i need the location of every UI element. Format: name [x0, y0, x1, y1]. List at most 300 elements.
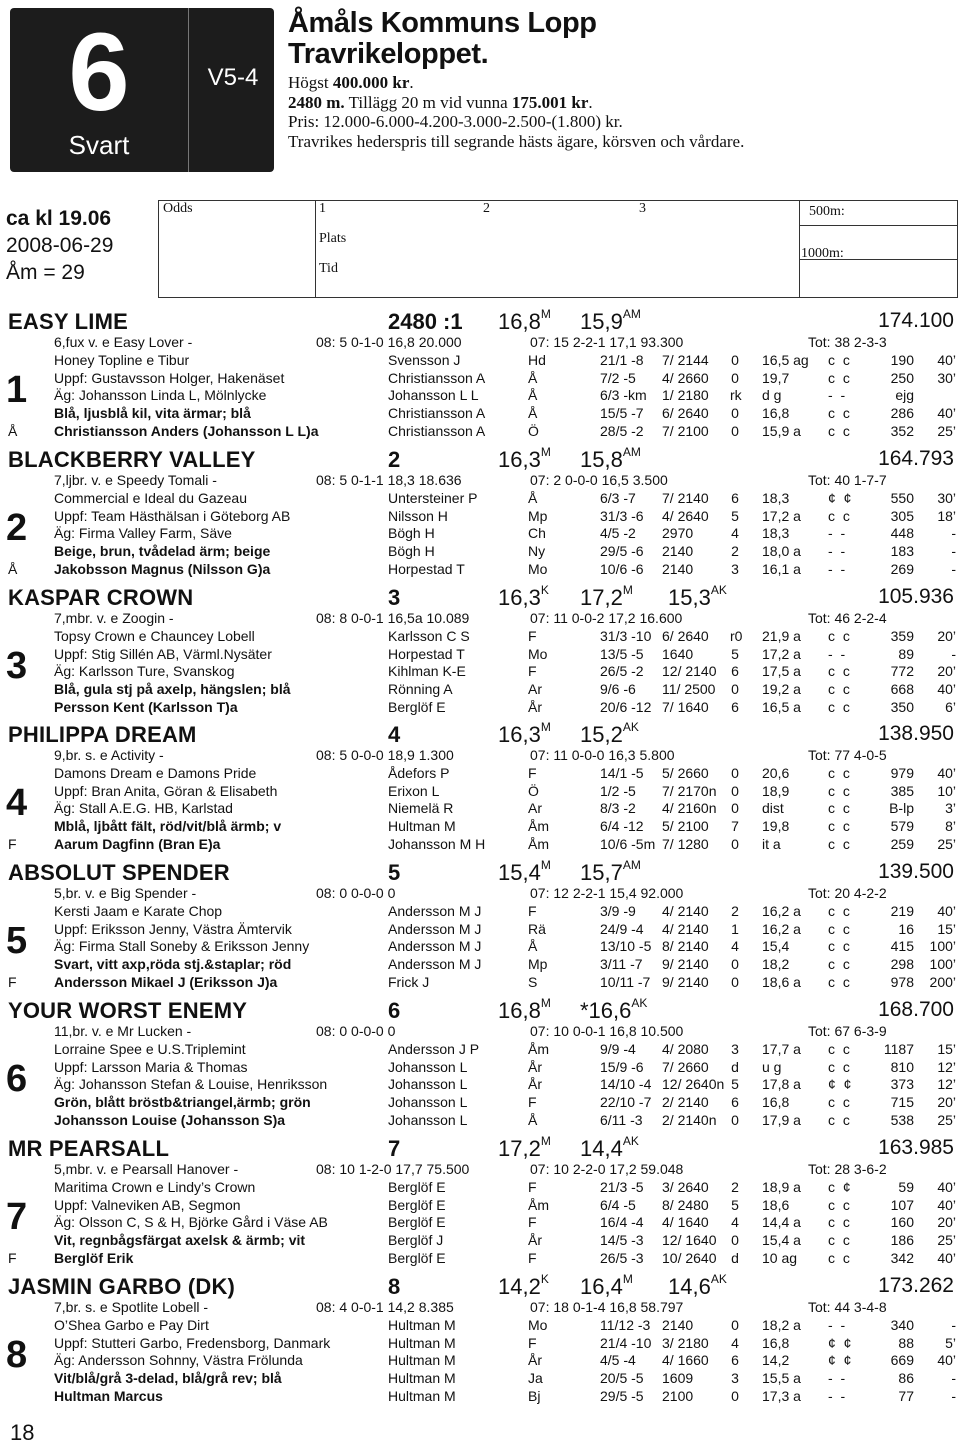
record-2008: 08: 4 0-0-1 14,2 8.385	[316, 1299, 454, 1315]
prize: 15’	[937, 1040, 956, 1057]
horse-description: 7,ljbr. v. e Speedy Tomali -	[54, 472, 217, 488]
date-race: 29/5 -5	[600, 1388, 644, 1404]
grid-line	[315, 201, 316, 297]
placing: 3	[731, 561, 739, 577]
prize: 100’	[929, 938, 956, 955]
odds: 1187	[883, 1040, 914, 1057]
odds: 77	[898, 1388, 914, 1404]
record-2008: 08: 5 0-1-0 16,8 20.000	[316, 334, 462, 350]
post-distance: 2/ 2140n	[662, 1112, 717, 1128]
driver: Ådefors P	[388, 764, 450, 781]
horse-record: $16,8^M$	[498, 307, 551, 334]
placing: 0	[731, 1316, 739, 1333]
prize: 20’	[937, 627, 956, 644]
post-distance: 7/ 2170n	[662, 782, 717, 799]
driver: Andersson M J	[388, 902, 482, 919]
date-race: 10/11 -7	[600, 974, 651, 990]
km-time: 17,8 a	[762, 1076, 801, 1093]
start-row	[54, 646, 954, 663]
horse-detail: Äg: Johansson Linda L, Mölnlycke	[54, 387, 267, 404]
date-race: 3/11 -7	[600, 956, 643, 973]
odds: 89	[898, 645, 914, 662]
horse-description: 11,br. v. e Mr Lucken -	[54, 1023, 192, 1039]
placing: 0	[731, 369, 739, 386]
track: Åm	[528, 818, 549, 835]
km-time: 14,2	[762, 1352, 790, 1369]
post-distance: 4/ 2160n	[662, 800, 717, 817]
horse-record-suffix: M	[622, 583, 633, 597]
shoes: ¢ ¢	[828, 489, 854, 506]
shoes: c c	[828, 1112, 852, 1128]
shoe-code: F	[8, 974, 17, 990]
horse-detail: Kersti Jaam e Karate Chop	[54, 902, 223, 919]
date-race: 29/5 -6	[600, 543, 644, 560]
driver: Erixon L	[388, 782, 440, 799]
horse-distance: 7	[388, 1136, 401, 1161]
horse-detail: O’Shea Garbo e Pay Dirt	[54, 1316, 209, 1333]
placing: 0	[731, 974, 739, 990]
record-2008: 08: 10 1-2-0 17,7 75.500	[316, 1161, 470, 1177]
horse-record-suffix: AK	[631, 996, 648, 1010]
horse-record: $16,4^M$	[580, 1272, 633, 1299]
grid-line	[799, 225, 957, 226]
post-distance: 4/ 2660	[662, 369, 709, 386]
driver: Berglöf E	[388, 1178, 446, 1195]
horse-record: $16,3^K$	[498, 583, 549, 610]
driver: Christiansson A	[388, 369, 486, 386]
record-total: Tot: 28 3-6-2	[808, 1161, 887, 1177]
km-time: 17,2 a	[762, 507, 801, 524]
odds: 342	[890, 1250, 914, 1266]
start-row	[54, 525, 954, 542]
date-race: 3/9 -9	[600, 902, 636, 919]
track: Å	[528, 387, 538, 404]
horse-detail: Aarum Dagfinn (Bran E)a	[54, 836, 221, 852]
race-title	[288, 8, 597, 70]
horse-record: $16,3^M$	[498, 445, 551, 472]
horse-entry	[0, 1136, 960, 1274]
placing: 6	[731, 699, 739, 715]
horse-summary-row	[54, 1023, 954, 1040]
start-time: ca kl 19.06	[6, 207, 112, 230]
horse-summary-row	[54, 747, 954, 764]
km-time: 16,2 a	[762, 920, 801, 937]
horse-summary-row	[54, 885, 954, 902]
horse-record: $14,2^K$	[498, 1272, 549, 1299]
post-distance: 2100	[662, 1388, 694, 1404]
start-row	[54, 423, 954, 440]
start-row	[54, 1041, 954, 1058]
horse-detail: Äg: Johansson Stefan & Louise, Henriksson	[54, 1076, 328, 1093]
horse-name: EASY LIME	[8, 309, 128, 334]
record-2007: 07: 10 0-0-1 16,8 10.500	[530, 1023, 684, 1039]
horse-record-suffix: M	[540, 996, 551, 1010]
horse-record: $15,9^{AM}$	[580, 307, 641, 334]
km-time: 18,0 a	[762, 543, 801, 560]
horse-detail: Vit, regnbågsfärgat axelsk & ärmb; vit	[54, 1232, 306, 1249]
post-distance: 3/ 2180	[662, 1334, 709, 1351]
km-time: 17,7 a	[762, 1040, 801, 1057]
race-info-line: Pris: 12.000-6.000-4.200-3.000-2.500-(1.800) kr.	[288, 112, 623, 131]
horse-record-suffix: K	[540, 1272, 549, 1286]
date-race: 9/6 -6	[600, 681, 636, 698]
driver: Karlsson C S	[388, 627, 470, 644]
placing: 1	[731, 920, 739, 937]
record-total: Tot: 44 3-4-8	[808, 1299, 887, 1315]
shoes: ¢ ¢	[828, 1334, 854, 1351]
driver: Christiansson A	[388, 423, 486, 439]
prize: 100’	[929, 956, 956, 973]
horse-earnings: 174.100	[878, 309, 954, 332]
track: Å	[528, 938, 538, 955]
horse-record: $15,7^{AM}$	[580, 858, 641, 885]
track: Ö	[528, 782, 539, 799]
race-info-line: Travrikes hederspris till segrande hästs ägare, körsven och vårdare.	[288, 131, 745, 151]
track: F	[528, 764, 537, 781]
shoes: c ¢	[828, 1178, 853, 1195]
driver: Berglöf E	[388, 699, 446, 715]
record-2008: 08: 8 0-0-1 16,5a 10.089	[316, 610, 470, 626]
horse-earnings: 168.700	[878, 998, 954, 1021]
driver: Christiansson A	[388, 405, 486, 422]
shoes: c c	[828, 627, 852, 644]
track: Mp	[528, 507, 548, 524]
odds: 550	[890, 489, 914, 506]
horse-detail: Johansson Louise (Johansson S)a	[54, 1112, 286, 1128]
odds: 250	[890, 369, 914, 386]
placing: 3	[731, 1040, 739, 1057]
shoes: c c	[828, 836, 852, 852]
horse-record-suffix: AK	[622, 720, 639, 734]
start-row	[54, 628, 954, 645]
start-row	[54, 1179, 954, 1196]
record-total: Tot: 20 4-2-2	[808, 885, 887, 901]
start-number: 6	[6, 1058, 28, 1100]
placing: 0	[731, 764, 739, 781]
horse-summary-row	[54, 1161, 954, 1178]
odds: 979	[890, 764, 914, 781]
placing: 0	[731, 1112, 739, 1128]
horse-distance: 3	[388, 585, 401, 610]
race-info	[288, 73, 744, 151]
prize: 40’	[937, 764, 956, 781]
prize: 25’	[937, 1112, 956, 1128]
placing: 2	[731, 1178, 739, 1195]
horse-record: $16,8^M$	[498, 996, 551, 1023]
km-time: 19,8	[762, 818, 790, 835]
shoes: - -	[828, 1370, 848, 1387]
grid-place-label: Plats	[319, 231, 347, 246]
km-time: 18,3	[762, 525, 790, 542]
date-race: 21/3 -5	[600, 1178, 644, 1195]
driver: Bögh H	[388, 543, 435, 560]
horse-detail: Beige, brun, tvådelad ärm; beige	[54, 543, 271, 560]
start-row	[54, 561, 954, 578]
km-time: 18,9	[762, 782, 790, 799]
start-row	[54, 663, 954, 680]
start-row	[54, 1250, 954, 1267]
prize: 5’	[945, 1334, 956, 1351]
start-row	[54, 1370, 954, 1387]
shoes: - -	[828, 561, 848, 577]
shoes: c c	[828, 423, 852, 439]
odds: 579	[890, 818, 914, 835]
post-distance: 2140	[662, 543, 694, 560]
placing: 0	[731, 800, 739, 817]
horse-description: 5,mbr. v. e Pearsall Hanover -	[54, 1161, 239, 1177]
driver: Hultman M	[388, 1334, 456, 1351]
horse-record-suffix: AM	[622, 858, 641, 872]
horse-detail: Blå, gula stj på axelp, hängslen; blå	[54, 681, 291, 698]
km-time: 19,7	[762, 369, 790, 386]
horse-description: 7,br. s. e Spotlite Lobell -	[54, 1299, 209, 1315]
post-distance: 12/ 1640	[662, 1232, 717, 1249]
horse-description: 5,br. v. e Big Spender -	[54, 885, 197, 901]
grid-1000m-label: 1000m:	[801, 246, 844, 261]
start-row	[54, 490, 954, 507]
track: Åm	[528, 1040, 549, 1057]
horse-record-suffix: AK	[710, 583, 727, 597]
horse-detail: Svart, vitt axp,röda stj.&staplar; röd	[54, 956, 292, 973]
track: Å	[528, 489, 538, 506]
prize: 40’	[937, 902, 956, 919]
post-distance: 8/ 2480	[662, 1196, 709, 1213]
post-distance: 1609	[662, 1370, 694, 1387]
odds: 183	[890, 543, 914, 560]
horse-earnings: 105.936	[878, 585, 954, 608]
prize: 25’	[937, 836, 956, 852]
odds: 305	[890, 507, 914, 524]
driver: Johansson L	[388, 1094, 468, 1111]
horse-distance: 2	[388, 447, 401, 472]
horse-detail: Hultman Marcus	[54, 1388, 163, 1404]
placing: d	[731, 1250, 739, 1266]
odds: 107	[890, 1196, 914, 1213]
date-race: 1/2 -5	[600, 782, 636, 799]
odds: 668	[890, 681, 914, 698]
prize: 40’	[937, 1250, 956, 1266]
date-race: 10/6 -6	[600, 561, 644, 577]
km-time: 10 ag	[762, 1250, 798, 1266]
post-distance: 7/ 2144	[662, 351, 709, 368]
driver: Hultman M	[388, 1388, 456, 1404]
odds: 160	[890, 1214, 914, 1231]
track-code: Åm = 29	[6, 261, 85, 284]
km-time: 14,4 a	[762, 1214, 801, 1231]
odds: 59	[898, 1178, 914, 1195]
shoes: - -	[828, 645, 848, 662]
prize: 15’	[937, 920, 956, 937]
horse-record-suffix: M	[540, 1134, 551, 1148]
grid-odds-label: Odds	[163, 201, 193, 216]
odds: 538	[890, 1112, 914, 1128]
start-row	[54, 1112, 954, 1129]
track: Åm	[528, 836, 549, 852]
post-distance: 6/ 2640	[662, 405, 709, 422]
shoes: c c	[828, 1214, 852, 1231]
date-race: 6/3 -km	[600, 387, 647, 404]
km-time: 15,5 a	[762, 1370, 801, 1387]
placing: 0	[731, 956, 739, 973]
post-distance: 2970	[662, 525, 694, 542]
horse-record: $14,4^{AK}$	[580, 1134, 639, 1161]
track: Ja	[528, 1370, 543, 1387]
shoes: c c	[828, 782, 852, 799]
horse-detail: Äg: Firma Stall Soneby & Eriksson Jenny	[54, 938, 310, 955]
driver: Berglöf E	[388, 1196, 446, 1213]
placing: 0	[731, 782, 739, 799]
post-distance: 2140	[662, 1316, 694, 1333]
start-row	[54, 783, 954, 800]
odds: B-lp	[889, 800, 914, 817]
km-time: 18,2 a	[762, 1316, 801, 1333]
horse-record: $17,2^M$	[498, 1134, 551, 1161]
km-time: d g	[762, 387, 782, 404]
date-race: 15/5 -7	[600, 405, 644, 422]
post-distance: 1/ 2180	[662, 387, 709, 404]
track: S	[528, 974, 538, 990]
horse-name: ABSOLUT SPENDER	[8, 860, 230, 885]
driver: Svensson J	[388, 351, 461, 368]
driver: Andersson M J	[388, 938, 482, 955]
horse-detail: Persson Kent (Karlsson T)a	[54, 699, 238, 715]
track: Åm	[528, 1196, 549, 1213]
date-race: 8/3 -2	[600, 800, 636, 817]
driver: Horpestad T	[388, 645, 465, 662]
date-race: 20/6 -12	[600, 699, 652, 715]
odds: 350	[890, 699, 914, 715]
driver: Berglöf E	[388, 1250, 446, 1266]
shoes: ¢ ¢	[828, 1076, 854, 1093]
shoes: c c	[828, 1232, 852, 1249]
start-row	[54, 974, 954, 991]
start-row	[54, 1197, 954, 1214]
driver: Andersson M J	[388, 956, 482, 973]
horse-detail: Uppf: Stig Sillén AB, Värml.Nysäter	[54, 645, 272, 662]
date-race: 26/5 -2	[600, 663, 644, 680]
date-race: 9/9 -4	[600, 1040, 636, 1057]
shoes: - -	[828, 543, 848, 560]
horse-detail: Grön, blått bröstb&triangel,ärmb; grön	[54, 1094, 311, 1111]
horse-detail: Uppf: Gustavsson Holger, Hakenäset	[54, 369, 285, 386]
shoes: c c	[828, 818, 852, 835]
km-time: 21,9 a	[762, 627, 801, 644]
odds: ejg	[895, 387, 914, 404]
odds: 415	[890, 938, 914, 955]
date-race: 6/11 -3	[600, 1112, 643, 1128]
odds: 772	[890, 663, 914, 680]
post-distance: 11/ 2500	[662, 681, 716, 698]
horse-detail: Jakobsson Magnus (Nilsson G)a	[54, 561, 271, 577]
odds: 352	[890, 423, 914, 439]
prize: -	[951, 525, 956, 542]
track: Ar	[528, 681, 542, 698]
date-race: 10/6 -5m	[600, 836, 656, 852]
track: År	[528, 1076, 542, 1093]
placing: 7	[731, 818, 739, 835]
horse-detail: Commercial e Ideal du Gazeau	[54, 489, 247, 506]
driver: Nilsson H	[388, 507, 448, 524]
track: År	[528, 1232, 542, 1249]
date-race: 6/3 -7	[600, 489, 636, 506]
post-distance: 3/ 2640	[662, 1178, 709, 1195]
prize: 40’	[937, 1196, 956, 1213]
shoes: - -	[828, 525, 848, 542]
driver: Andersson J P	[388, 1040, 480, 1057]
record-2008: 08: 0 0-0-0 0	[316, 885, 396, 901]
post-distance: 4/ 2140	[662, 902, 709, 919]
record-total: Tot: 38 2-3-3	[808, 334, 887, 350]
horse-detail: Blå, ljusblå kil, vita ärmar; blå	[54, 405, 251, 422]
placing: 5	[731, 1196, 739, 1213]
horse-distance: 4	[388, 722, 401, 747]
km-time: 16,8	[762, 1094, 790, 1111]
odds: 340	[890, 1316, 914, 1333]
placing: 6	[731, 663, 739, 680]
track: Bj	[528, 1388, 541, 1404]
post-distance: 7/ 2660	[662, 1058, 709, 1075]
km-time: 16,5 ag	[762, 351, 809, 368]
odds: 286	[890, 405, 914, 422]
horse-entry	[0, 309, 960, 447]
shoe-code: Å	[8, 423, 18, 439]
prize: 20’	[937, 663, 956, 680]
start-row	[54, 765, 954, 782]
prize: -	[951, 561, 956, 577]
track: F	[528, 1334, 537, 1351]
shoes: c c	[828, 800, 852, 817]
odds: 259	[890, 836, 914, 852]
km-time: 17,2 a	[762, 645, 801, 662]
horse-description: 9,br. s. e Activity -	[54, 747, 164, 763]
date-race: 6/4 -12	[600, 818, 644, 835]
horse-record-suffix: AK	[710, 1272, 727, 1286]
horse-detail: Äg: Karlsson Ture, Svanskog	[54, 663, 235, 680]
prize: 40’	[937, 351, 956, 368]
post-distance: 5/ 2100	[662, 818, 709, 835]
track: F	[528, 1250, 537, 1266]
horse-entry	[0, 447, 960, 585]
start-row	[54, 818, 954, 835]
track: Å	[528, 1112, 538, 1128]
start-row	[54, 681, 954, 698]
horse-name: PHILIPPA DREAM	[8, 722, 197, 747]
prize: 30’	[937, 369, 956, 386]
race-info-line: 2480 m. Tillägg 20 m vid vunna 175.001 kr.	[288, 92, 593, 112]
date-race: 14/10 -4	[600, 1076, 652, 1093]
track: År	[528, 1352, 542, 1369]
race-time	[6, 205, 113, 286]
shoe-code: Å	[8, 561, 18, 577]
km-time: it a	[762, 836, 781, 852]
prize: -	[951, 1388, 956, 1404]
start-row	[54, 1214, 954, 1231]
post-distance: 12/ 2140	[662, 663, 717, 680]
km-time: 18,9 a	[762, 1178, 801, 1195]
placing: 0	[731, 351, 739, 368]
post-distance: 7/ 2140	[662, 489, 709, 506]
prize: 40’	[937, 405, 956, 422]
prize: 20’	[937, 1214, 956, 1231]
start-number: 1	[6, 369, 28, 411]
placing: 0	[731, 1232, 739, 1249]
record-2007: 07: 2 0-0-0 16,5 3.500	[530, 472, 668, 488]
horse-detail: Uppf: Team Hästhälsan i Göteborg AB	[54, 507, 291, 524]
driver: Untersteiner P	[388, 489, 478, 506]
start-row	[54, 1076, 954, 1093]
shoes: c c	[828, 507, 852, 524]
prize: 12’	[937, 1058, 956, 1075]
